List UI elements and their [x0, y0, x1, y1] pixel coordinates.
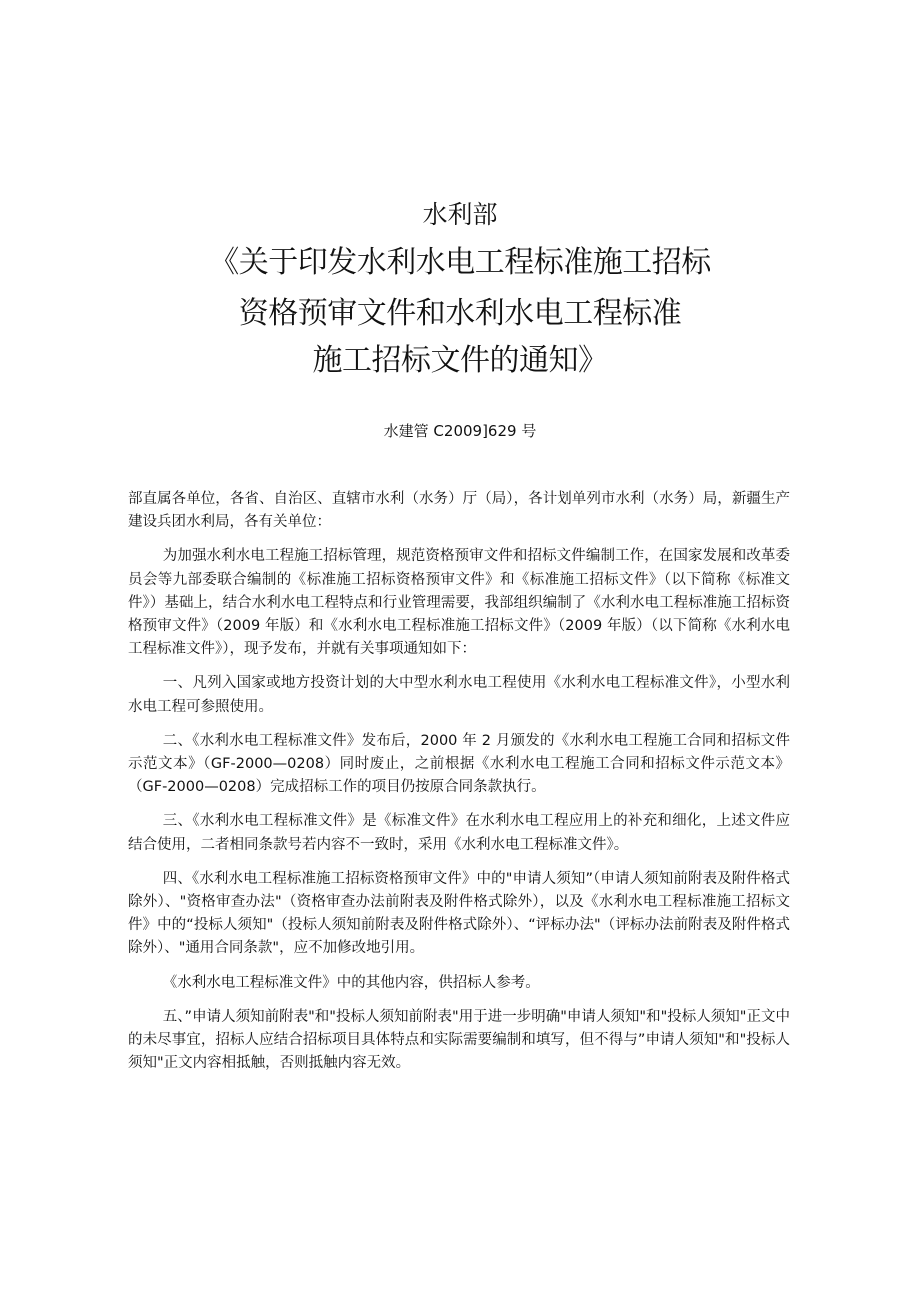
item-2-paragraph: 二、《水利水电工程标准文件》发布后，2000 年 2 月颁发的《水利水电工程施工合同和招标文件示范文本》（GF-2000—0208）同时废止，之前根据《水利水电工程施工合同和招标文件示范文本》（GF-2000—0208）完成招标工作的项目仍按原合同条款执行。 [128, 732, 790, 796]
addressee-paragraph: 部直属各单位，各省、自治区、直辖市水利（水务）厅（局），各计划单列市水利（水务）局，新疆生产建设兵团水利局，各有关单位： [128, 491, 790, 531]
item-5-paragraph: 五、”申请人须知前附表"和"投标人须知前附表"用于进一步明确"申请人须知"和"投标人须知"正文中的未尽事宜，招标人应结合招标项目具体特点和实际需要编制和填写，但不得与”申请人须知"和"投标人须知"正文内容相抵触，否则抵触内容无效。 [128, 1008, 790, 1072]
intro-paragraph: 为加强水利水电工程施工招标管理，规范资格预审文件和招标文件编制工作，在国家发展和改革委员会等九部委联合编制的《标准施工招标资格预审文件》和《标准施工招标文件》（以下简称《标准文件》）基础上，结合水利水电工程特点和行业管理需要，我部组织编制了《水利水电工程标准施工招标资格预审文件》（2009 年版）和《水利水电工程标准施工招标文件》（2009 年版）（以下简称《水利水电工程标准文件》），现予发布，并就有关事项通知如下： [128, 548, 790, 658]
document-number: 水建管 C2009]629 号 [383, 422, 537, 440]
document-title-line-3: 施工招标文件的通知》 [312, 343, 608, 378]
item-3-paragraph: 三、《水利水电工程标准文件》是《标准文件》在水利水电工程应用上的补充和细化，上述文件应结合使用，二者相同条款号若内容不一致时，采用《水利水电工程标准文件》。 [128, 813, 790, 853]
document-title-line-1: 《关于印发水利水电工程标准施工招标 [209, 245, 711, 280]
document-title-line-2: 资格预审文件和水利水电工程标准 [238, 296, 682, 331]
issuing-organization: 水利部 [422, 200, 498, 229]
document-body [128, 488, 790, 1086]
item-4-paragraph: 四、《水利水电工程标准施工招标资格预审文件》中的"申请人须知”（申请人须知前附表及附件格式除外）、"资格审查办法"（资格审查办法前附表及附件格式除外），以及《水利水电工程标准施工招标文件》中的“投标人须知"（投标人须知前附表及附件格式除外）、“评标办法"（评标办法前附表及附件格式除外）、"通用合同条款"，应不加修改地引用。 [128, 870, 790, 957]
item-4-note-paragraph: 《水利水电工程标准文件》中的其他内容，供招标人参考。 [162, 974, 540, 991]
item-1-paragraph: 一、凡列入国家或地方投资计划的大中型水利水电工程使用《水利水电工程标准文件》，小型水利水电工程可参照使用。 [128, 675, 790, 715]
